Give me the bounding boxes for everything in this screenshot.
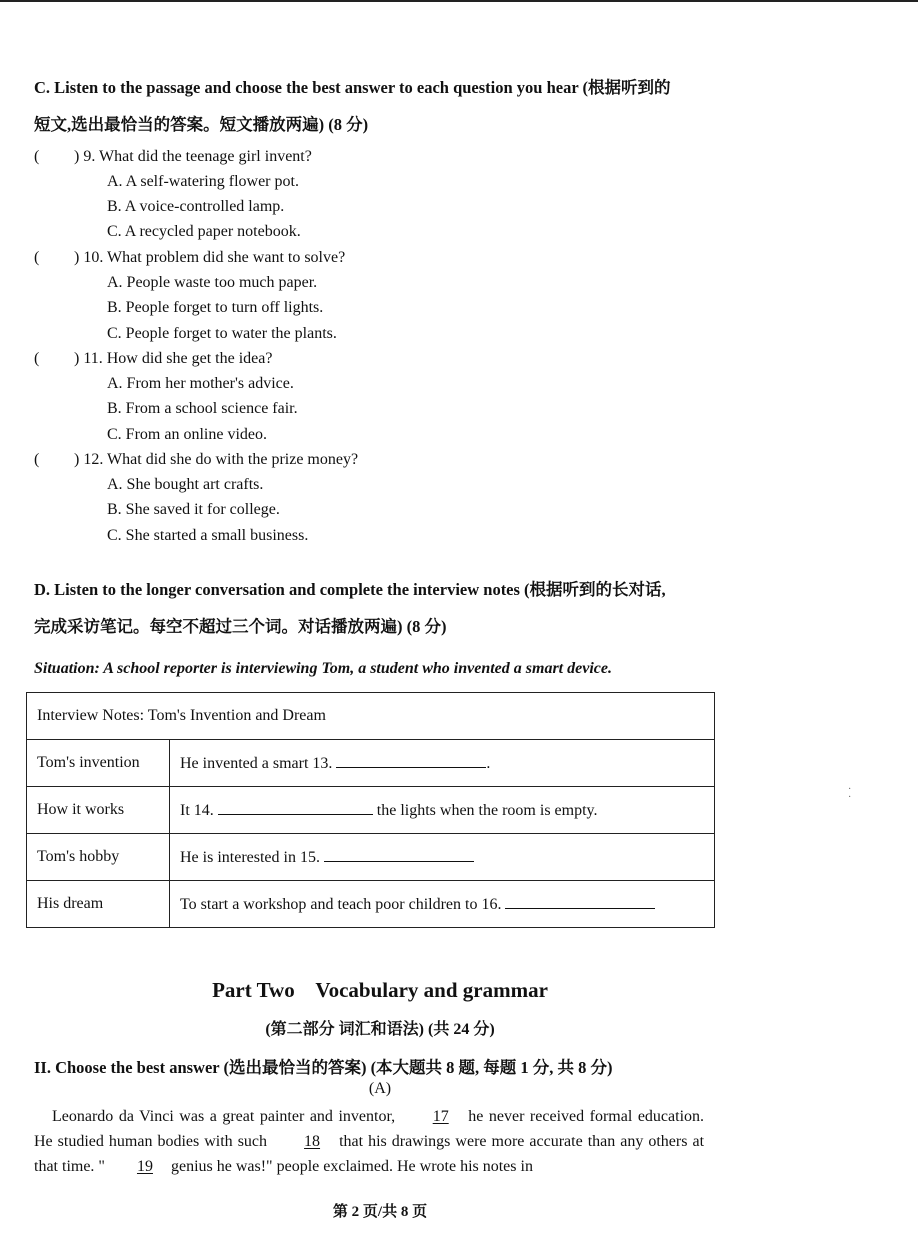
row-label: His dream [27,881,170,928]
question-text: ) 11. How did she get the idea? [74,350,273,367]
blank-16[interactable] [505,894,655,909]
section-c-heading-line1: C. Listen to the passage and choose the best answer to each question you hear (根据听到的 [34,78,671,97]
option-12a: A. She bought art crafts. [107,476,264,493]
interview-notes-table [26,692,715,928]
passage-text: he never received formal education. He studied human bodies with such [34,1108,705,1150]
row-content [170,740,715,787]
passage-text: Leonardo da Vinci was a great painter and inventor, [52,1108,396,1125]
question-text: ) 9. What did the teenage girl invent? [74,148,312,165]
answer-paren[interactable]: ( [34,249,40,266]
answer-paren[interactable]: ( [34,350,40,367]
table-row [27,834,715,881]
row-content [170,787,715,834]
row-text-end: the lights when the room is empty. [376,802,598,819]
question-11 [34,350,272,368]
question-text: ) 12. What did she do with the prize money? [74,451,359,468]
option-10c: C. People forget to water the plants. [107,325,337,342]
question-10 [34,249,345,267]
row-text-end: . [486,755,491,772]
row-text: To start a workshop and teach poor children to 16. [180,896,502,913]
question-12 [34,451,358,469]
blank-13[interactable] [336,753,486,768]
option-11c: C. From an online video. [107,426,267,443]
top-border-line [0,0,918,2]
option-11a: A. From her mother's advice. [107,375,294,392]
situation-text: Situation: A school reporter is interviewing Tom, a student who invented a smart device. [34,660,612,677]
option-10a: A. People waste too much paper. [107,274,318,291]
answer-paren[interactable]: ( [34,451,40,468]
passage-a [34,1104,704,1179]
row-text: He is interested in 15. [180,849,320,866]
section-d-heading-line1: D. Listen to the longer conversation and complete the interview notes (根据听到的长对话, [34,580,666,599]
blank-19[interactable]: 19 [136,1158,153,1175]
blank-17[interactable]: 17 [432,1108,449,1125]
passage-text: genius he was!" people exclaimed. He wrote his notes in [170,1158,533,1175]
question-9 [34,148,312,166]
option-9c: C. A recycled paper notebook. [107,223,301,240]
row-text: He invented a smart 13. [180,755,333,772]
scan-speck: · · [848,784,852,803]
section-c-heading-line2: 短文,选出最恰当的答案。短文播放两遍) (8 分) [34,115,369,134]
part-two-subtitle: (第二部分 词汇和语法) (共 24 分) [265,1021,495,1038]
table-header: Interview Notes: Tom's Invention and Dream [27,693,715,740]
row-text: It 14. [180,802,214,819]
table-row [27,740,715,787]
table-row [27,787,715,834]
option-11b: B. From a school science fair. [107,400,298,417]
table-row [27,881,715,928]
option-10b: B. People forget to turn off lights. [107,299,324,316]
option-9b: B. A voice-controlled lamp. [107,198,285,215]
blank-14[interactable] [218,800,373,815]
section-d-heading-line2: 完成采访笔记。每空不超过三个词。对话播放两遍) (8 分) [34,617,447,636]
blank-15[interactable] [324,847,474,862]
page-footer: 第 2 页/共 8 页 [332,1204,428,1220]
option-9a: A. A self-watering flower pot. [107,173,299,190]
row-content [170,881,715,928]
row-label: How it works [27,787,170,834]
option-12c: C. She started a small business. [107,527,309,544]
blank-18[interactable]: 18 [304,1133,321,1150]
table-header-row [27,693,715,740]
answer-paren[interactable]: ( [34,148,40,165]
option-12b: B. She saved it for college. [107,501,280,518]
section-ii-heading: II. Choose the best answer (选出最恰当的答案) (本大题共 8 题, 每题 1 分, 共 8 分) [34,1058,613,1077]
row-label: Tom's hobby [27,834,170,881]
passage-label: (A) [368,1080,392,1097]
question-text: ) 10. What problem did she want to solve? [74,249,346,266]
passage-text: that his drawings were more accurate than any others at that time. " [34,1133,705,1175]
row-content [170,834,715,881]
part-two-title: Part Two Vocabulary and grammar [212,978,548,1002]
row-label: Tom's invention [27,740,170,787]
